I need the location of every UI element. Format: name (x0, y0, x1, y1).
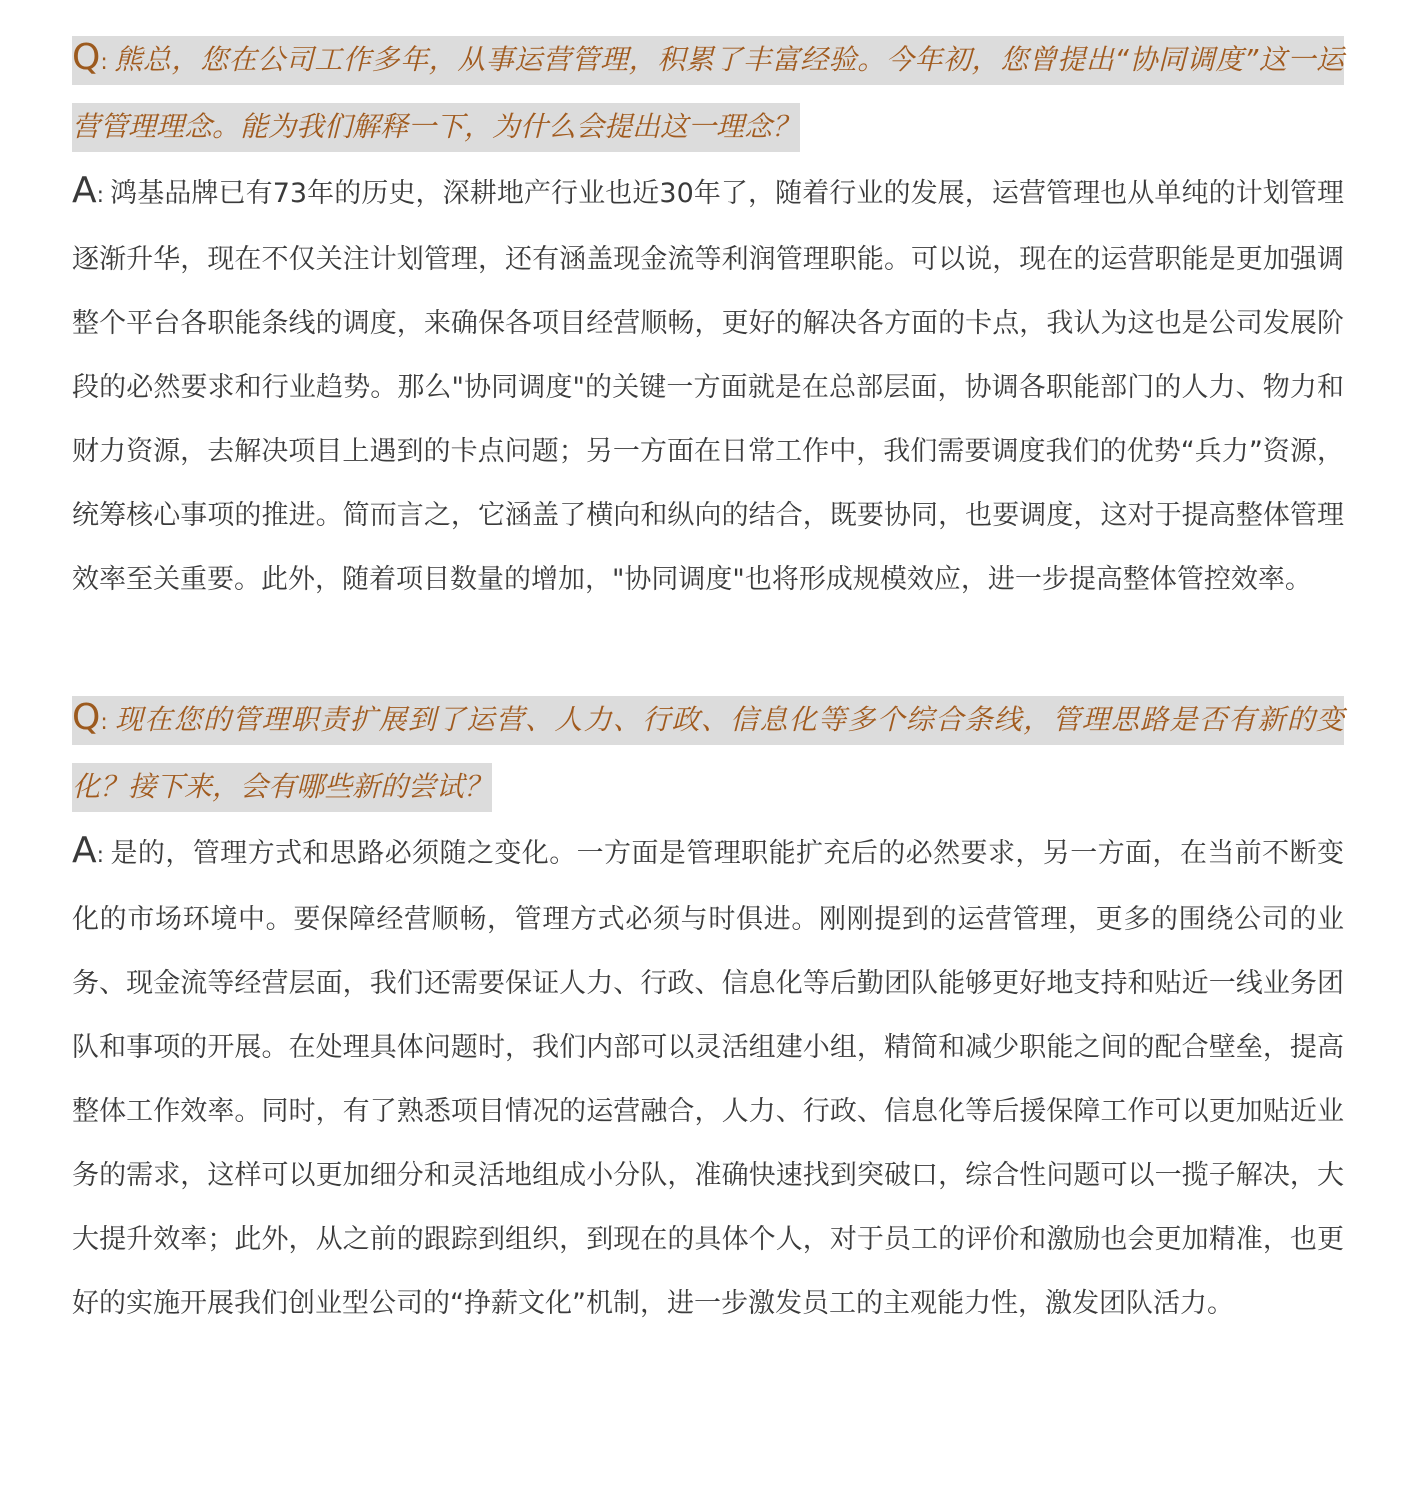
answer-1-text: 鸿基品牌已有73年的历史，深耕地产行业也近30年了，随着行业的发展，运营管理也从单纯的计划管理逐渐升华，现在不仅关注计划管理，还有涵盖现金流等利润管理职能。可以说，现在的运营职能是更加强调整个平台各职能条线的调度，来确保各项目经营顺畅，更好的解决各方面的卡点，我认为这也是公司发展阶段的必然要求和行业趋势。那么"协同调度"的关键一方面就是在总部层面，协调各职能部门的人力、物力和财力资源，去解决项目上遇到的卡点问题；另一方面在日常工作中，我们需要调度我们的优势“兵力”资源，统筹核心事项的推进。简而言之，它涵盖了横向和纵向的结合，既要协同，也要调度，这对于提高整体管理效率至关重要。此外，随着项目数量的增加，"协同调度"也将形成规模效应，进一步提高整体管控效率。 (72, 178, 1344, 595)
answer-2-mark: A (72, 830, 97, 871)
answer-2-text: 是的，管理方式和思路必须随之变化。一方面是管理职能扩充后的必然要求，另一方面，在当前不断变化的市场环境中。要保障经营顺畅，管理方式必须与时俱进。刚刚提到的运营管理，更多的围绕公司的业务、现金流等经营层面，我们还需要保证人力、行政、信息化等后勤团队能够更好地支持和贴近一线业务团队和事项的开展。在处理具体问题时，我们内部可以灵活组建小组，精简和减少职能之间的配合壁垒，提高整体工作效率。同时，有了熟悉项目情况的运营融合，人力、行政、信息化等后援保障工作可以更加贴近业务的需求，这样可以更加细分和灵活地组成小分队，准确快速找到突破口，综合性问题可以一揽子解决，大大提升效率；此外，从之前的跟踪到组织，到现在的具体个人，对于员工的评价和激励也会更加精准，也更好的实施开展我们创业型公司的“挣薪文化”机制，进一步激发员工的主观能力性，激发团队活力。 (72, 838, 1344, 1319)
question-1 (72, 26, 1344, 159)
answer-1-mark: A (72, 170, 97, 211)
question-2-mark: Q (72, 697, 101, 738)
qa-block-1 (72, 26, 1344, 612)
answer-1-colon: : (96, 183, 105, 208)
question-2-highlight (72, 696, 1344, 812)
question-1-colon: : (100, 50, 108, 75)
question-2 (72, 686, 1344, 819)
question-1-highlight (72, 36, 1344, 152)
interview-article (72, 26, 1344, 1336)
question-2-text: 现在您的管理职责扩展到了运营、人力、行政、信息化等多个综合条线，管理思路是否有新的变化？接下来，会有哪些新的尝试？ (72, 703, 1344, 803)
qa-block-2 (72, 686, 1344, 1336)
question-2-colon: : (100, 710, 108, 735)
question-1-mark: Q (72, 37, 101, 78)
answer-2 (72, 819, 1344, 1336)
section-spacer (72, 612, 1344, 686)
answer-1 (72, 159, 1344, 612)
answer-2-colon: : (96, 843, 105, 868)
question-1-text: 熊总，您在公司工作多年，从事运营管理，积累了丰富经验。今年初，您曾提出“协同调度”这一运营管理理念。能为我们解释一下，为什么会提出这一理念？ (72, 43, 1344, 143)
